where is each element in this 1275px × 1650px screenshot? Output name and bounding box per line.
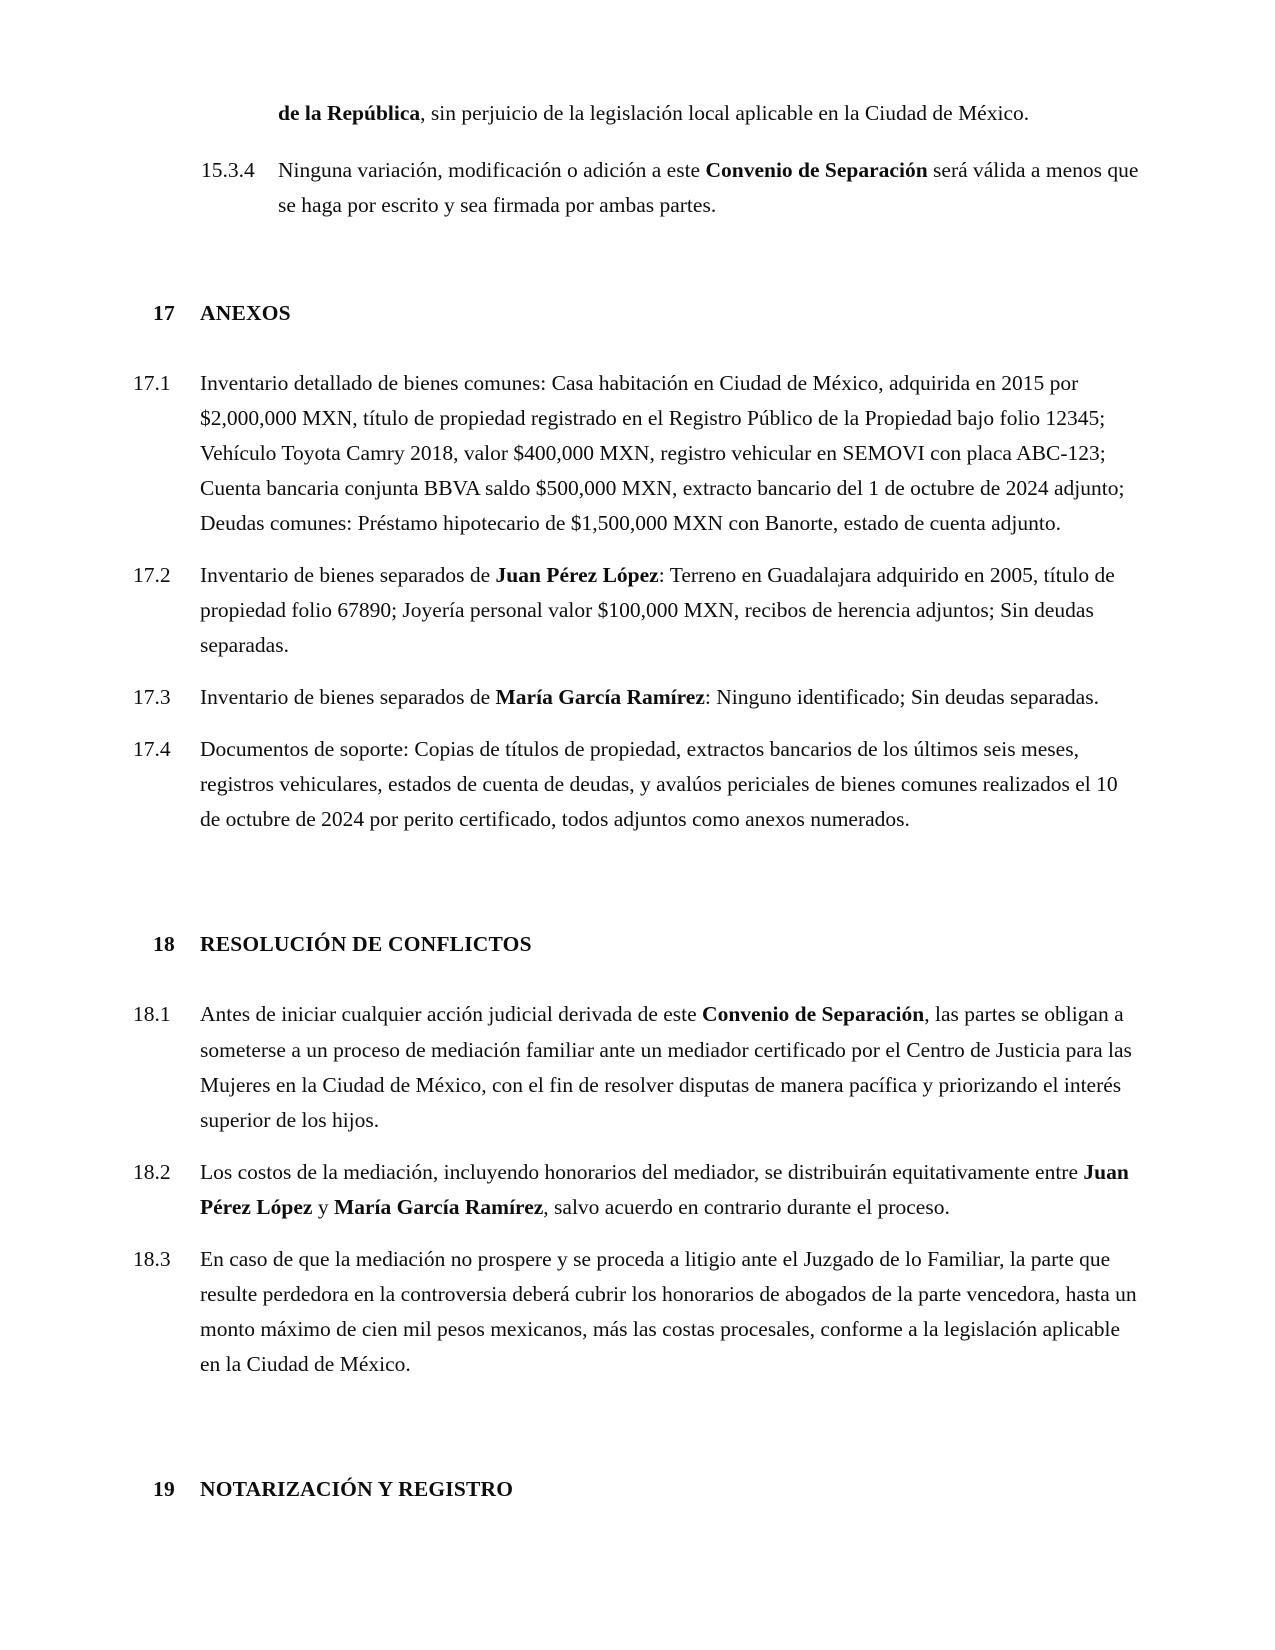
clause-18-1-number: 18.1 — [133, 1002, 171, 1027]
spacer — [133, 223, 1143, 301]
clause-18-2-text-before: Los costos de la mediación, incluyendo honorarios del mediador, se distribuirán equitativamente entre — [200, 1159, 1084, 1184]
clause-18-2-party-name-2: María García Ramírez — [333, 1194, 544, 1219]
section-18-number: 18 — [153, 932, 175, 957]
section-17-number: 17 — [153, 301, 175, 326]
section-heading-17 — [133, 301, 1143, 326]
clause-18-2 — [133, 1155, 1143, 1225]
clause-18-1-bold-term: Convenio de Separación — [702, 1002, 925, 1027]
clause-15-3-4-bold-term: Convenio de Separación — [705, 158, 928, 183]
clause-17-2-body — [200, 558, 1143, 663]
clause-17-3-body — [200, 680, 1143, 715]
clause-18-1-text-before: Antes de iniciar cualquier acción judicial derivada de este — [200, 1002, 703, 1027]
clause-17-2 — [133, 558, 1143, 663]
clause-18-2-text-middle: y — [312, 1194, 334, 1219]
clause-18-2-number: 18.2 — [133, 1159, 171, 1184]
clause-17-1 — [133, 366, 1143, 541]
clause-18-3-number: 18.3 — [133, 1246, 171, 1271]
clause-15-3-4-number: 15.3.4 — [201, 158, 255, 183]
clause-18-2-text-after: , salvo acuerdo en contrario durante el proceso. — [543, 1194, 950, 1219]
clause-15-3-4-text-before: Ninguna variación, modificación o adición a este — [278, 158, 706, 183]
clause-18-3 — [133, 1242, 1143, 1382]
clause-18-2-party-name-1: Juan Pérez López — [200, 1159, 1129, 1219]
page-content — [133, 96, 1143, 1502]
clause-18-1-body — [200, 997, 1143, 1137]
section-19-title: NOTARIZACIÓN Y REGISTRO — [200, 1476, 514, 1501]
clause-17-3-text-before: Inventario de bienes separados de — [200, 685, 496, 710]
section-19-number: 19 — [153, 1476, 175, 1501]
clause-17-3-number: 17.3 — [133, 685, 171, 710]
clause-18-1 — [133, 997, 1143, 1137]
clause-17-1-number: 17.1 — [133, 371, 171, 396]
clause-17-2-text-before: Inventario de bienes separados de — [200, 563, 496, 588]
clause-17-3 — [133, 680, 1143, 715]
clause-17-2-number: 17.2 — [133, 563, 171, 588]
clause-17-3-text-after: : Ninguno identificado; Sin deudas separadas. — [704, 685, 1099, 710]
spacer — [133, 326, 1143, 366]
clause-17-1-body: Inventario detallado de bienes comunes: Casa habitación en Ciudad de México, adquirida en 2015 por $2,000,000 MXN, título de propiedad registrado en el Registro Público de la Propiedad bajo folio 12345; Vehículo Toyota Camry 2018, valor $400,000 MXN, registro vehicular en SEMOVI con placa ABC-123; Cuenta bancaria conjunta BBVA saldo $500,000 MXN, extracto bancario del 1 de octubre de 2024 adjunto; Deudas comunes: Préstamo hipotecario de $1,500,000 MXN con Banorte, estado de cuenta adjunto. — [200, 371, 1125, 536]
spacer — [133, 957, 1143, 997]
clause-18-2-body — [200, 1155, 1143, 1225]
clause-continuation-text: , sin perjuicio de la legislación local aplicable en la Ciudad de México. — [420, 101, 1030, 125]
clause-continuation-bold-lead: de la República — [278, 101, 421, 125]
spacer — [133, 854, 1143, 932]
clause-17-2-party-name: Juan Pérez López — [495, 563, 659, 588]
section-17-title: ANEXOS — [200, 301, 291, 326]
clause-18-3-body: En caso de que la mediación no prospere y se proceda a litigio ante el Juzgado de lo Familiar, la parte que resulte perdedora en la controversia deberá cubrir los honorarios de abogados de la parte vencedora, hasta un monto máximo de cien mil pesos mexicanos, más las costas procesales, conforme a la legislación aplicable en la Ciudad de México. — [200, 1246, 1137, 1376]
clause-18-1-text-after: , las partes se obligan a someterse a un proceso de mediación familiar ante un mediador certificado por el Centro de Justicia para las Mujeres en la Ciudad de México, con el fin de resolver disputas de manera pacífica y priorizando el interés superior de los hijos. — [200, 1002, 1132, 1132]
clause-17-3-party-name: María García Ramírez — [495, 685, 705, 710]
clause-17-4-number: 17.4 — [133, 737, 171, 762]
clause-15-3-4 — [133, 153, 1143, 223]
clause-17-4-body: Documentos de soporte: Copias de títulos de propiedad, extractos bancarios de los últimos seis meses, registros vehiculares, estados de cuenta de deudas, y avalúos periciales de bienes comunes realizados el 10 de octubre de 2024 por perito certificado, todos adjuntos como anexos numerados. — [200, 737, 1118, 832]
clause-continuation-paragraph — [133, 96, 1143, 131]
clause-17-4 — [133, 732, 1143, 837]
spacer — [133, 1399, 1143, 1477]
section-18-title: RESOLUCIÓN DE CONFLICTOS — [200, 932, 532, 957]
section-heading-18 — [133, 932, 1143, 957]
clause-17-2-text-after: : Terreno en Guadalajara adquirido en 2005, título de propiedad folio 67890; Joyería personal valor $100,000 MXN, recibos de herencia adjuntos; Sin deudas separadas. — [200, 563, 1115, 658]
clause-15-3-4-body — [278, 153, 1143, 223]
clause-15-3-4-text-after: será válida a menos que se haga por escrito y sea firmada por ambas partes. — [278, 158, 1139, 218]
section-heading-19 — [133, 1477, 1143, 1502]
